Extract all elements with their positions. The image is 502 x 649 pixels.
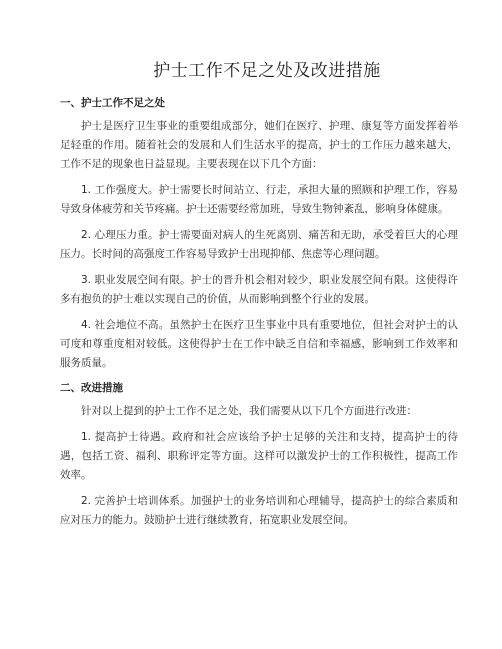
paragraph: 3. 职业发展空间有限。护士的晋升机会相对较少，职业发展空间有限。这使得许多有抱负的护士难以实现自己的价值，从而影响到整个行业的发展。 [60,274,458,305]
section-improvements [60,380,458,530]
paragraph: 护士是医疗卫生事业的重要组成部分，她们在医疗、护理、康复等方面发挥着举足轻重的作用。随着社会的发展和人们生活水平的提高，护士的工作压力越来越大，工作不足的现象也日益显现。主要表现在以下几个方面： [60,120,458,170]
section-heading: 一、护士工作不足之处 [60,97,165,109]
document-title: 护士工作不足之处及改进措施 [153,61,381,81]
section-shortcomings [60,95,458,373]
paragraph: 1. 工作强度大。护士需要长时间站立、行走，承担大量的照顾和护理工作，容易导致身体疲劳和关节疼痛。护士还需要经常加班，导致生物钟紊乱，影响身体健康。 [60,184,458,215]
paragraph: 2. 完善护士培训体系。加强护士的业务培训和心理辅导，提高护士的综合素质和应对压力的能力。鼓励护士进行继续教育，拓宽职业发展空间。 [60,495,458,526]
section-heading: 二、改进措施 [60,382,123,394]
paragraph: 4. 社会地位不高。虽然护士在医疗卫生事业中具有重要地位，但社会对护士的认可度和尊重度相对较低。这使得护士在工作中缺乏自信和幸福感，影响到工作效率和服务质量。 [60,319,458,369]
paragraph: 2. 心理压力重。护士需要面对病人的生死离别、痛苦和无助，承受着巨大的心理压力。长时间的高强度工作容易导致护士出现抑郁、焦虑等心理问题。 [60,229,458,260]
paragraph: 针对以上提到的护士工作不足之处，我们需要从以下几个方面进行改进： [81,405,417,417]
paragraph: 1. 提高护士待遇。政府和社会应该给予护士足够的关注和支持，提高护士的待遇，包括工资、福利、职称评定等方面。这样可以激发护士的工作积极性，提高工作效率。 [60,431,458,481]
